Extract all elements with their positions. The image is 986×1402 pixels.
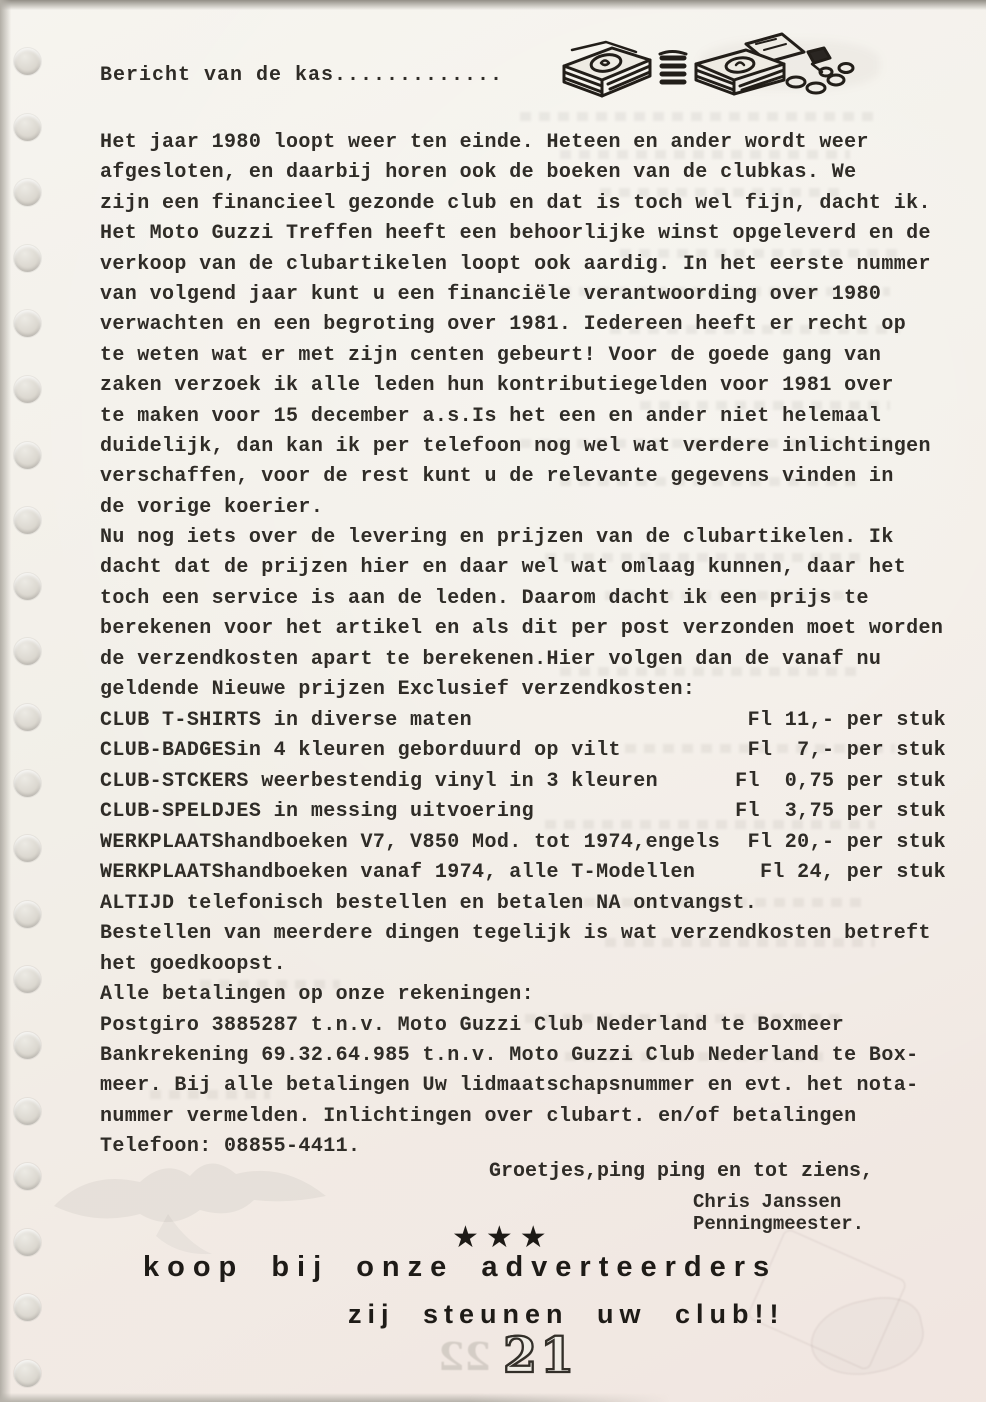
bleedthrough-page-number: 22 [438, 1334, 491, 1379]
item-label: WERKPLAATShandboeken V7, V850 Mod. tot 1974,engels [100, 830, 721, 854]
item-price: Fl 20,- per stuk [747, 830, 946, 854]
price-list-row [100, 736, 946, 766]
typed-line: van volgend jaar kunt u een financiële verantwoording over 1980 [100, 282, 882, 306]
binder-hole [14, 376, 41, 403]
typed-line: verkoop van de clubartikelen loopt ook aardig. In het eerste nummer [100, 252, 931, 276]
typed-line: Het jaar 1980 loopt weer ten einde. Heteen en ander wordt weer [100, 131, 869, 154]
item-price: Fl 3,75 per stuk [735, 800, 946, 824]
typed-line: geldende Nieuwe prijzen Exclusief verzendkosten: [100, 678, 696, 702]
price-list [100, 706, 946, 888]
intro-paragraph [100, 128, 948, 705]
item-label: CLUB-BADGESin 4 kleuren geborduurd op vilt [100, 739, 621, 763]
money-doodle-icon [550, 30, 862, 114]
slogan-buy-from-advertisers: koop bij onze adverteerders [143, 1251, 778, 1283]
typed-line: te weten wat er met zijn centen gebeurt! Voor de goede gang van [100, 343, 882, 367]
binder-hole [14, 770, 41, 797]
binder-hole [14, 573, 41, 600]
item-label: CLUB-SPELDJES in messing uitvoering [100, 800, 535, 824]
signoff-greeting: Groetjes,ping ping en tot ziens, [489, 1160, 874, 1183]
typed-line: te maken voor 15 december a.s.Is het een en ander niet helemaal [100, 404, 882, 428]
typed-line: Postgiro 3885287 t.n.v. Moto Guzzi Club Nederland te Boxmeer [100, 1013, 845, 1037]
price-list-row [100, 828, 946, 858]
binder-hole [14, 1163, 41, 1190]
typed-line: duidelijk, dan kan ik per telefoon nog wel wat verdere inlichtingen [100, 434, 931, 458]
typed-line: afgesloten, en daarbij horen ook de boeken van de clubkas. We [100, 161, 857, 185]
typed-line: berekenen voor het artikel en als dit per post verzonden moet worden [100, 617, 944, 641]
signoff-role: Penningmeester. [693, 1213, 865, 1235]
typed-line: toch een service is aan de leden. Daarom dacht ik een prijs te [100, 586, 869, 610]
typed-line: Het Moto Guzzi Treffen heeft een behoorlijke winst opgeleverd en de [100, 222, 931, 246]
typed-line: dacht dat de prijzen hier en daar wel wat omlaag kunnen, daar het [100, 556, 907, 580]
typed-line: Nu nog iets over de levering en prijzen van de clubartikelen. Ik [100, 526, 894, 550]
typed-line: Alle betalingen op onze rekeningen: [100, 983, 535, 1007]
typed-line: de verzendkosten apart te berekenen.Hier volgen dan de vanaf nu [100, 647, 882, 671]
typed-line: zijn een financieel gezonde club en dat is toch wel fijn, dacht ik. [100, 191, 931, 215]
price-list-row [100, 767, 946, 797]
slogan-they-support-your-club: zij steunen uw club!! [348, 1299, 785, 1329]
price-list-row [100, 797, 946, 827]
binder-hole [14, 835, 41, 862]
typed-line: nummer vermelden. Inlichtingen over clubart. en/of betalingen [100, 1104, 857, 1128]
item-price: Fl 7,- per stuk [747, 739, 946, 763]
binder-hole [14, 114, 41, 141]
typed-line: meer. Bij alle betalingen Uw lidmaatschapsnummer en evt. het nota- [100, 1074, 919, 1098]
binder-hole [14, 704, 41, 731]
signoff-name: Chris Janssen [693, 1191, 842, 1213]
binder-hole [14, 966, 41, 993]
payment-paragraph [100, 889, 948, 1163]
typed-line: het goedkoopst. [100, 952, 287, 976]
binder-hole [14, 442, 41, 469]
binder-hole [14, 507, 41, 534]
binder-hole [14, 1229, 41, 1256]
page-number: 21 [503, 1326, 578, 1384]
binder-hole [14, 179, 41, 206]
binder-hole [14, 48, 41, 75]
scan-edge-bottom [0, 1393, 670, 1402]
typed-line: Bestellen van meerdere dingen tegelijk is wat verzendkosten betreft [100, 922, 931, 946]
binder-hole [14, 1098, 41, 1125]
typed-line: verwachten en een begroting over 1981. Iedereen heeft er recht op [100, 313, 907, 337]
binder-hole [14, 901, 41, 928]
binder-hole [14, 1360, 41, 1387]
binder-hole [14, 638, 41, 665]
scan-edge-left [0, 0, 14, 1402]
item-label: WERKPLAATShandboeken vanaf 1974, alle T-Modellen [100, 860, 696, 884]
eagle-watermark-icon [48, 1148, 348, 1278]
typed-line: ALTIJD telefonisch bestellen en betalen NA ontvangst. [100, 892, 758, 915]
typed-line: Bankrekening 69.32.64.985 t.n.v. Moto Guzzi Club Nederland te Box- [100, 1043, 919, 1067]
binder-hole [14, 245, 41, 272]
item-label: CLUB-STCKERS weerbestendig vinyl in 3 kleuren [100, 769, 659, 793]
stars-decoration: ★★★ [452, 1220, 554, 1255]
typed-line: de vorige koerier. [100, 495, 324, 519]
scan-edge-top [0, 0, 986, 12]
price-list-row [100, 706, 946, 736]
binder-hole [14, 1032, 41, 1059]
binder-hole [14, 310, 41, 337]
typed-line: verschaffen, voor de rest kunt u de relevante gegevens vinden in [100, 465, 894, 489]
item-price: Fl 0,75 per stuk [735, 769, 946, 793]
price-list-row [100, 858, 946, 888]
item-price: Fl 11,- per stuk [747, 709, 946, 732]
typed-line: Telefoon: 08855-4411. [100, 1135, 361, 1159]
page-title: Bericht van de kas............. [100, 64, 504, 87]
typed-line: zaken verzoek ik alle leden hun kontributiegelden voor 1981 over [100, 374, 894, 398]
binder-hole [14, 1294, 41, 1321]
item-price: Fl 24, per stuk [759, 860, 946, 884]
item-label: CLUB T-SHIRTS in diverse maten [100, 709, 473, 732]
